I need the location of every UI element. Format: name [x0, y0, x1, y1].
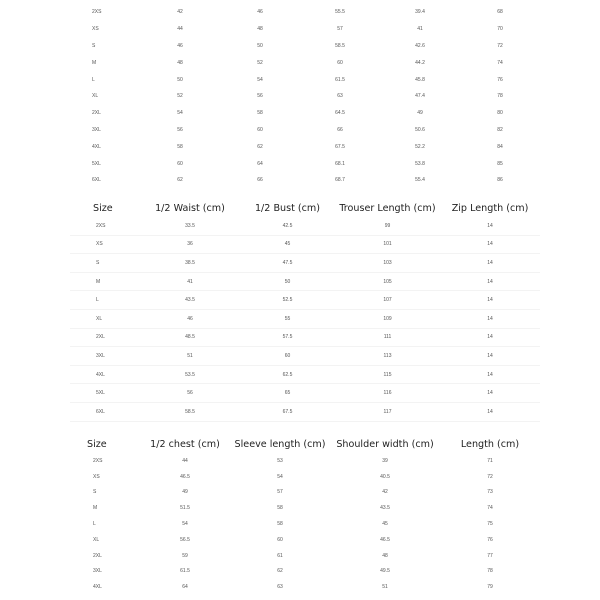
table-cell: 67.5	[282, 408, 293, 415]
table-cell: 55.5	[335, 9, 345, 16]
table-cell: 52	[177, 93, 183, 100]
table-cell: 45	[284, 241, 291, 248]
table-row	[70, 532, 540, 548]
table-cell: 43.5	[380, 505, 390, 512]
table-cell: 50	[257, 42, 263, 49]
table-cell: 33.5	[185, 222, 195, 229]
table-header-row	[70, 199, 540, 217]
table-cell: 64	[257, 160, 263, 167]
size-cell: 4XL	[92, 143, 101, 150]
column-header: 1/2 Waist (cm)	[155, 202, 225, 214]
table-cell: 57	[277, 489, 283, 496]
table-cell: 60	[277, 536, 283, 543]
table-cell: 52.5	[282, 297, 293, 304]
column-header: 1/2 chest (cm)	[150, 438, 220, 450]
top-size-table	[70, 435, 540, 595]
table-row	[70, 347, 540, 366]
column-header: Sleeve length (cm)	[234, 438, 326, 450]
table-cell: 63	[277, 584, 283, 591]
table-cell: 115	[383, 371, 392, 378]
table-cell: 74	[497, 59, 503, 66]
table-cell: 48.5	[185, 334, 195, 341]
table-cell: 64.5	[335, 110, 345, 117]
table-cell: 109	[383, 315, 392, 322]
table-cell: 49	[182, 489, 188, 496]
table-cell: 54	[257, 76, 263, 83]
table-cell: 53	[277, 457, 283, 464]
table-cell: 42	[382, 489, 388, 496]
table-cell: 68	[497, 9, 503, 16]
size-cell: L	[93, 521, 96, 528]
table-cell: 101	[383, 241, 392, 248]
table-cell: 50.6	[415, 126, 425, 133]
table-cell: 54	[277, 473, 283, 480]
table-cell: 58.5	[185, 408, 195, 415]
table-cell: 14	[487, 315, 493, 322]
table-cell: 58	[257, 110, 263, 117]
table-cell: 84	[497, 143, 503, 150]
table-cell: 60	[257, 126, 263, 133]
size-cell: 2XS	[93, 457, 103, 464]
table-cell: 73	[487, 489, 493, 496]
table-row	[70, 485, 540, 501]
table-cell: 51	[187, 352, 193, 359]
table-cell: 46	[257, 9, 263, 16]
table-cell: 39	[382, 457, 388, 464]
table-cell: 80	[497, 110, 503, 117]
trouser-size-table	[70, 199, 540, 422]
table-cell: 46	[177, 42, 183, 49]
table-cell: 46	[187, 315, 193, 322]
table-row	[70, 272, 540, 291]
table-cell: 86	[497, 177, 503, 184]
table-cell: 48	[382, 552, 388, 559]
table-cell: 66	[337, 126, 343, 133]
column-header: 1/2 Bust (cm)	[254, 202, 321, 214]
table-cell: 43.5	[185, 297, 195, 304]
table-cell: 52.2	[415, 143, 425, 150]
table-cell: 66	[257, 177, 263, 184]
table-cell: 14	[487, 222, 493, 229]
table-row	[60, 172, 540, 189]
table-cell: 113	[383, 352, 392, 359]
column-header: Trouser Length (cm)	[339, 202, 436, 214]
table-row	[60, 4, 540, 21]
table-cell: 50	[284, 278, 291, 285]
size-cell: 3XL	[93, 568, 102, 575]
table-cell: 14	[487, 259, 493, 266]
table-cell: 53.8	[415, 160, 425, 167]
table-cell: 62.5	[282, 371, 293, 378]
size-cell: 6XL	[96, 408, 105, 415]
table-cell: 52	[257, 59, 263, 66]
table-row	[70, 309, 540, 328]
table-cell: 38.5	[185, 259, 195, 266]
table-cell: 55.4	[415, 177, 425, 184]
table-cell: 49.5	[380, 568, 390, 575]
table-row	[70, 384, 540, 403]
table-row	[70, 564, 540, 580]
table-cell: 45	[382, 521, 388, 528]
table-cell: 78	[487, 568, 493, 575]
table-cell: 76	[487, 536, 493, 543]
size-cell: XL	[96, 315, 103, 322]
size-cell: 5XL	[92, 160, 101, 167]
table-cell: 75	[487, 521, 493, 528]
table-cell: 74	[487, 505, 493, 512]
table-cell: 85	[497, 160, 503, 167]
size-cell: L	[92, 76, 95, 83]
table-cell: 63	[337, 93, 343, 100]
table-cell: 117	[383, 408, 392, 415]
table-row	[60, 105, 540, 122]
table-cell: 47.5	[282, 259, 293, 266]
table-cell: 41	[417, 26, 423, 33]
table-cell: 14	[487, 390, 493, 397]
column-header: Size	[87, 438, 107, 450]
table-row	[70, 516, 540, 532]
table-cell: 39.4	[415, 9, 425, 16]
table-cell: 56	[257, 93, 263, 100]
table-row	[70, 579, 540, 595]
size-cell: 4XL	[96, 371, 105, 378]
table-cell: 61.5	[180, 568, 190, 575]
column-header: Shoulder width (cm)	[336, 438, 434, 450]
table-cell: 14	[487, 297, 493, 304]
size-cell: 3XL	[96, 352, 105, 359]
table-cell: 56	[177, 126, 183, 133]
table-cell: 67.5	[335, 143, 345, 150]
table-row	[70, 328, 540, 347]
table-cell: 54	[182, 521, 188, 528]
table-cell: 79	[487, 584, 493, 591]
table-cell: 64	[182, 584, 188, 591]
table-row	[60, 138, 540, 155]
table-row	[60, 21, 540, 38]
table-cell: 51	[382, 584, 388, 591]
table-cell: 56	[187, 390, 193, 397]
table-cell: 48	[257, 26, 263, 33]
table-cell: 78	[497, 93, 503, 100]
table-cell: 58	[177, 143, 183, 150]
table-row	[70, 235, 540, 254]
table-cell: 116	[383, 390, 392, 397]
table-cell: 50	[177, 76, 183, 83]
size-cell: S	[96, 259, 100, 266]
table-cell: 60	[284, 352, 291, 359]
table-cell: 36	[187, 241, 193, 248]
size-cell: 6XL	[92, 177, 101, 184]
table-cell: 40.5	[380, 473, 390, 480]
size-cell: 3XL	[92, 126, 101, 133]
table-cell: 103	[383, 259, 392, 266]
table-cell: 45.8	[415, 76, 425, 83]
table-row	[70, 500, 540, 516]
table-cell: 42	[177, 9, 183, 16]
table-cell: 60	[337, 59, 343, 66]
table-cell: 51.5	[180, 505, 190, 512]
table-row	[70, 254, 540, 273]
table-cell: 62	[177, 177, 183, 184]
table-cell: 44	[182, 457, 188, 464]
table-row	[60, 88, 540, 105]
table-row	[70, 402, 540, 421]
table-cell: 107	[383, 297, 392, 304]
table-row	[70, 453, 540, 469]
table-cell: 53.5	[185, 371, 195, 378]
size-cell: L	[96, 297, 99, 304]
table-row	[60, 38, 540, 55]
dress-size-table	[60, 0, 540, 189]
size-cell: 2XL	[92, 110, 101, 117]
table-cell: 14	[487, 278, 493, 285]
table-row	[60, 122, 540, 139]
table-cell: 71	[487, 457, 493, 464]
size-cell: 2XL	[96, 334, 105, 341]
table-cell: 68.7	[335, 177, 345, 184]
table-cell: 58.5	[335, 42, 345, 49]
table-cell: 72	[487, 473, 493, 480]
size-cell: M	[92, 59, 97, 66]
column-header: Length (cm)	[460, 438, 520, 450]
size-cell: XL	[93, 536, 100, 543]
size-cell: 4XL	[93, 584, 102, 591]
table-cell: 48	[177, 59, 183, 66]
size-cell: 2XS	[96, 222, 106, 229]
table-row	[60, 54, 540, 71]
column-header: Zip Length (cm)	[451, 202, 529, 214]
table-cell: 46.5	[380, 536, 390, 543]
table-cell: 46.5	[180, 473, 190, 480]
size-cell: XS	[93, 473, 100, 480]
size-cell: S	[92, 42, 96, 49]
table-row	[70, 365, 540, 384]
table-cell: 55	[284, 315, 291, 322]
table-cell: 47.4	[415, 93, 425, 100]
table-cell: 111	[383, 334, 392, 341]
table-cell: 57.5	[282, 334, 293, 341]
table-cell: 61	[277, 552, 283, 559]
table-cell: 44.2	[415, 59, 425, 66]
table-cell: 49	[417, 110, 423, 117]
table-cell: 68.1	[335, 160, 345, 167]
table-cell: 70	[497, 26, 503, 33]
size-cell: 5XL	[96, 390, 105, 397]
table-cell: 65	[284, 390, 291, 397]
table-header-row	[70, 435, 540, 453]
size-cell: M	[93, 505, 98, 512]
table-cell: 14	[487, 334, 493, 341]
table-cell: 44	[177, 26, 183, 33]
table-row	[70, 291, 540, 310]
table-cell: 14	[487, 408, 493, 415]
table-cell: 14	[487, 352, 493, 359]
table-cell: 105	[383, 278, 392, 285]
table-cell: 42.5	[282, 222, 293, 229]
table-cell: 58	[277, 521, 283, 528]
table-row	[70, 469, 540, 485]
table-cell: 41	[187, 278, 193, 285]
table-cell: 99	[384, 222, 391, 229]
size-cell: 2XL	[93, 552, 102, 559]
table-cell: 54	[177, 110, 183, 117]
table-cell: 61.5	[335, 76, 345, 83]
size-cell: XS	[92, 26, 99, 33]
table-cell: 77	[487, 552, 493, 559]
table-cell: 76	[497, 76, 503, 83]
table-cell: 14	[487, 241, 493, 248]
table-row	[60, 155, 540, 172]
table-cell: 62	[257, 143, 263, 150]
size-cell: M	[96, 278, 101, 285]
table-cell: 60	[177, 160, 183, 167]
table-cell: 82	[497, 126, 503, 133]
table-row	[70, 217, 540, 235]
table-cell: 58	[277, 505, 283, 512]
column-header: Size	[93, 202, 113, 214]
table-cell: 72	[497, 42, 503, 49]
table-cell: 14	[487, 371, 493, 378]
size-cell: S	[93, 489, 97, 496]
table-cell: 42.6	[415, 42, 425, 49]
size-cell: 2XS	[92, 9, 102, 16]
table-cell: 57	[337, 26, 343, 33]
size-cell: XL	[92, 93, 99, 100]
table-row	[60, 71, 540, 88]
table-cell: 62	[277, 568, 283, 575]
size-cell: XS	[96, 241, 103, 248]
table-cell: 56.5	[180, 536, 190, 543]
table-row	[70, 548, 540, 564]
table-cell: 59	[182, 552, 188, 559]
